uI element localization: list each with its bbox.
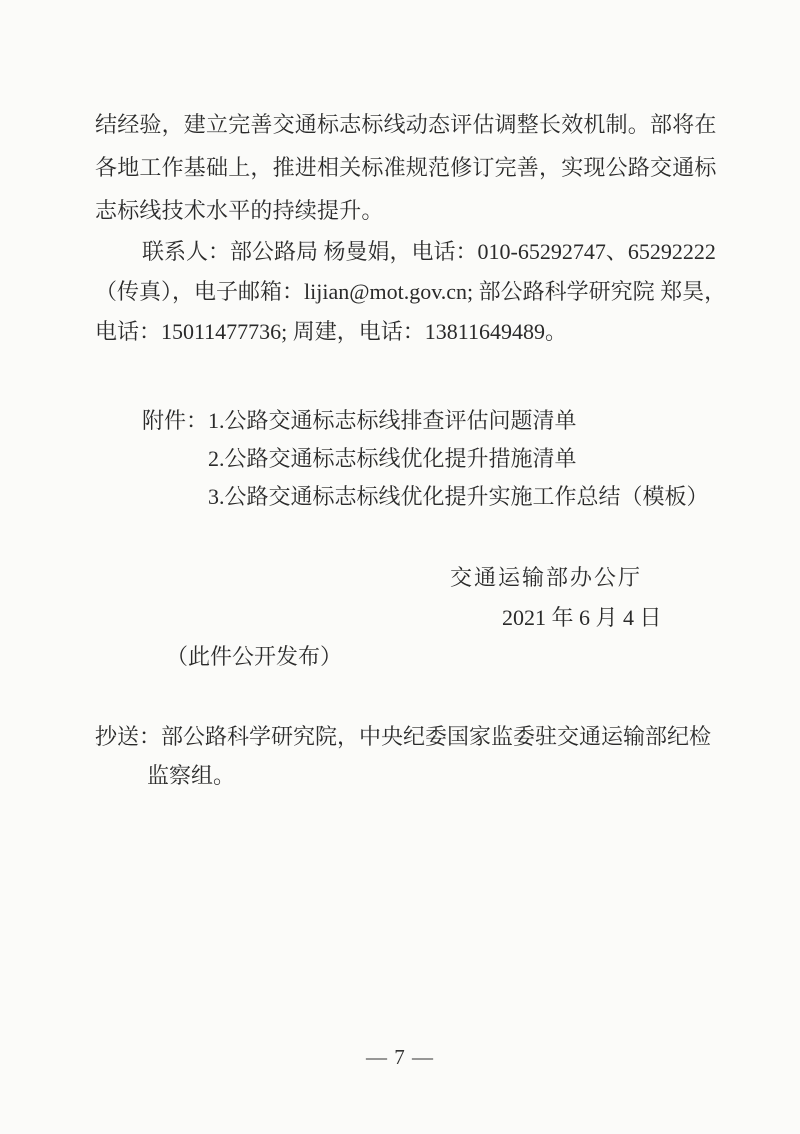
signature-issuer: 交通运输部办公厅 [450, 565, 643, 590]
attachment-item: 1.公路交通标志标线排查评估问题清单 [208, 408, 577, 433]
public-release-note: （此件公开发布） [166, 644, 343, 669]
contact-line: 电话：15011477736; 周建，电话：13811649489。 [95, 319, 567, 344]
attachments-first-row [142, 402, 709, 440]
attachments-label: 附件： [142, 408, 209, 433]
cc-line: 监察组。 [147, 763, 236, 788]
signature-date: 2021 年 6 月 4 日 [502, 605, 662, 630]
cc-line: 部公路科学研究院，中央纪委国家监委驻交通运输部纪检 [161, 724, 712, 749]
attachment-item: 2.公路交通标志标线优化提升措施清单 [208, 446, 577, 471]
body-line: 结经验，建立完善交通标志标线动态评估调整长效机制。部将在 [95, 112, 717, 137]
cc-first-row [95, 717, 720, 756]
attachment-item: 3.公路交通标志标线优化提升实施工作总结（模板） [208, 484, 709, 509]
cc-label: 抄送： [95, 724, 162, 749]
page-number: — 7 — [366, 1045, 434, 1069]
body-paragraph-continuation [95, 103, 717, 232]
body-line: 志标线技术水平的持续提升。 [95, 198, 384, 223]
cc-section [95, 717, 720, 795]
contact-info-paragraph [95, 232, 727, 352]
contact-line: 联系人：部公路局 杨曼娟，电话：010-65292747、65292222 [142, 239, 716, 264]
contact-line: （传真），电子邮箱：lijian@mot.gov.cn; 部公路科学研究院 郑昊， [95, 279, 727, 304]
attachments-list [142, 402, 709, 516]
body-line: 各地工作基础上，推进相关标准规范修订完善，实现公路交通标 [95, 155, 717, 180]
